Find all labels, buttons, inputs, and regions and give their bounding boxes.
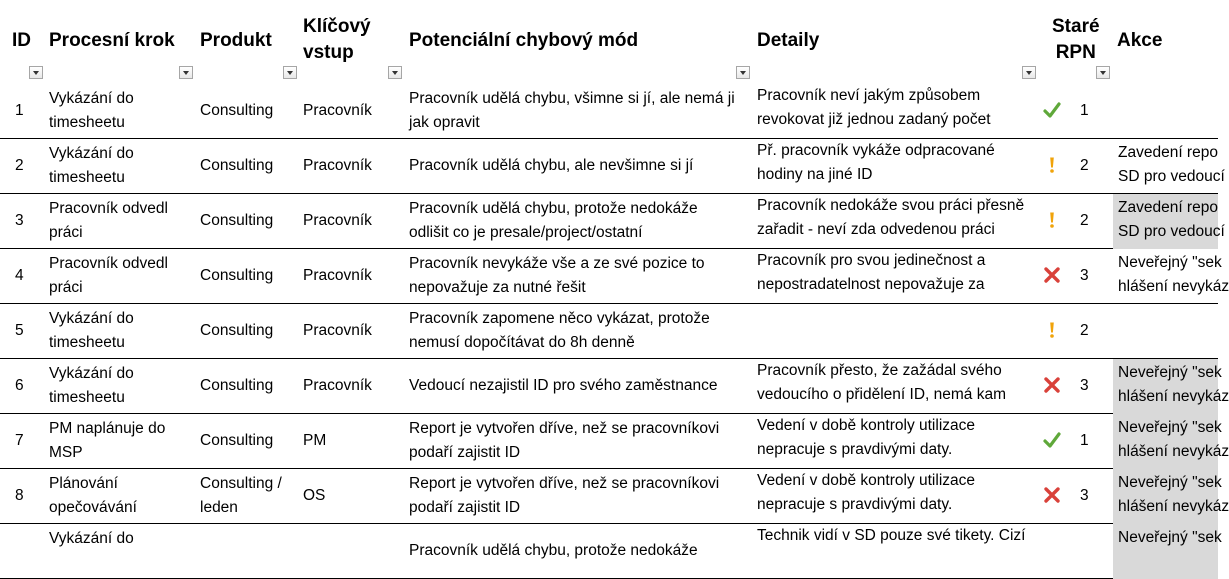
table-row: [0, 414, 1229, 469]
cell-process-step-line: Vykázání do: [49, 530, 134, 547]
cell-process-step[interactable]: [49, 472, 197, 520]
filter-dropdown-details[interactable]: [1022, 66, 1036, 79]
cell-product[interactable]: [200, 154, 300, 178]
cell-key-input[interactable]: PM: [303, 432, 327, 449]
cell-details-line: Pracovník přesto, že zažádal svého: [757, 362, 1002, 379]
cell-key-input[interactable]: Pracovník: [303, 267, 372, 284]
cell-key-input[interactable]: Pracovník: [303, 212, 372, 229]
table-row: [0, 359, 1229, 414]
cell-process-step-line: PM naplánuje do: [49, 420, 166, 437]
cell-action-line: Zavedení repo: [1118, 144, 1218, 161]
cell-failure-mode[interactable]: [409, 154, 753, 178]
table-header: [0, 0, 1218, 84]
header-details: Detaily: [757, 30, 820, 51]
cell-process-step-line: timesheetu: [49, 169, 125, 186]
cell-details[interactable]: [757, 414, 1039, 462]
cell-details[interactable]: [757, 359, 1039, 407]
exclamation-icon: [1043, 321, 1061, 339]
check-icon: [1043, 431, 1061, 449]
cell-details-line: Př. pracovník vykáže odpracované: [757, 142, 995, 159]
cell-details[interactable]: [757, 469, 1039, 517]
cell-id[interactable]: 2: [15, 157, 24, 174]
cell-process-step-line: Vykázání do: [49, 310, 134, 327]
cell-details[interactable]: [757, 194, 1039, 242]
cell-action[interactable]: [1113, 524, 1222, 579]
cell-failure-mode-line: nepovažuje za nutné řešit: [409, 279, 586, 296]
cell-old-rpn[interactable]: 3: [1080, 377, 1089, 394]
cell-process-step[interactable]: [49, 142, 197, 190]
cell-product-line: leden: [200, 499, 238, 516]
cell-action-line: Neveřejný "sek: [1118, 529, 1222, 546]
cell-failure-mode[interactable]: [409, 252, 753, 300]
cell-product[interactable]: [200, 99, 300, 123]
cell-product[interactable]: [200, 429, 300, 453]
cell-failure-mode-line: Pracovník udělá chybu, protože nedokáže: [409, 200, 698, 217]
cell-action-line: Zavedení repo: [1118, 199, 1218, 216]
cell-process-step-line: timesheetu: [49, 114, 125, 131]
cell-failure-mode-line: Vedoucí nezajistil ID pro svého zaměstnance: [409, 377, 718, 394]
cell-process-step[interactable]: [49, 527, 197, 551]
cell-process-step[interactable]: [49, 417, 197, 465]
cell-process-step-line: Pracovník odvedl: [49, 200, 168, 217]
exclamation-icon: [1043, 156, 1061, 174]
cell-details[interactable]: [757, 249, 1039, 297]
cell-process-step-line: timesheetu: [49, 334, 125, 351]
cell-product[interactable]: [200, 472, 300, 520]
cell-product[interactable]: [200, 209, 300, 233]
header-failure-mode: Potenciální chybový mód: [409, 30, 639, 51]
cell-old-rpn[interactable]: 2: [1080, 157, 1089, 174]
cell-product-line: Consulting: [200, 102, 274, 119]
cell-old-rpn[interactable]: 1: [1080, 102, 1089, 119]
header-process-step: Procesní krok: [49, 30, 175, 51]
cell-product[interactable]: [200, 319, 300, 343]
cell-failure-mode-line: jak opravit: [409, 114, 480, 131]
cell-old-rpn[interactable]: 2: [1080, 212, 1089, 229]
cell-id[interactable]: 3: [15, 212, 24, 229]
cell-id[interactable]: 8: [15, 487, 24, 504]
header-key-input: Klíčový vstup: [303, 16, 371, 63]
cell-process-step-line: práci: [49, 279, 83, 296]
cell-product-line: Consulting: [200, 377, 274, 394]
cell-action[interactable]: [1113, 194, 1225, 249]
cell-failure-mode-line: Pracovník nevykáže vše a ze své pozice to: [409, 255, 705, 272]
cell-details-line: Pracovník pro svou jedinečnost a: [757, 252, 986, 269]
cell-details-line: nepracuje s pravdivými daty.: [757, 496, 953, 513]
cell-details[interactable]: [757, 139, 1039, 187]
cell-product[interactable]: [200, 374, 300, 398]
cell-failure-mode[interactable]: [409, 472, 753, 520]
cell-failure-mode-line: podaří zajistit ID: [409, 444, 521, 461]
cell-process-step[interactable]: [49, 362, 197, 410]
cell-process-step[interactable]: [49, 197, 197, 245]
cell-old-rpn[interactable]: 2: [1080, 322, 1089, 339]
cell-process-step[interactable]: [49, 307, 197, 355]
header-id: ID: [12, 30, 31, 51]
exclamation-icon: [1043, 211, 1061, 229]
cell-product-line: Consulting: [200, 322, 274, 339]
cell-old-rpn[interactable]: 1: [1080, 432, 1089, 449]
cell-id[interactable]: 7: [15, 432, 24, 449]
cell-action[interactable]: [1113, 139, 1225, 194]
cell-process-step[interactable]: [49, 252, 197, 300]
cell-key-input[interactable]: Pracovník: [303, 322, 372, 339]
cell-failure-mode[interactable]: [409, 417, 753, 465]
cross-icon: [1043, 266, 1061, 284]
cell-product-line: Consulting: [200, 157, 274, 174]
cell-product-line: Consulting: [200, 267, 274, 284]
cell-id[interactable]: 5: [15, 322, 24, 339]
cell-id[interactable]: 4: [15, 267, 24, 284]
filter-dropdown-process-step[interactable]: [179, 66, 193, 79]
cell-action[interactable]: [1113, 469, 1229, 524]
cell-failure-mode-line: odlišit co je presale/project/ostatní: [409, 224, 643, 241]
cell-process-step-line: Vykázání do: [49, 145, 134, 162]
table-row: [0, 139, 1225, 194]
cell-action-line: Neveřejný "sek: [1118, 254, 1222, 271]
cell-action[interactable]: [1113, 414, 1229, 469]
cell-action-line: Neveřejný "sek: [1118, 474, 1222, 491]
table-row: [0, 524, 1222, 579]
table-row: [0, 84, 1218, 139]
cell-failure-mode-line: Pracovník udělá chybu, ale nevšimne si jí: [409, 157, 694, 174]
cell-details-line: Vedení v době kontroly utilizace: [757, 417, 975, 434]
cell-failure-mode-line: Pracovník udělá chybu, všimne si jí, ale nemá ji: [409, 90, 735, 107]
cell-details-line: zařadit - neví zda odvedenou práci: [757, 221, 995, 238]
cell-failure-mode-line: Pracovník udělá chybu, protože nedokáže: [409, 542, 698, 559]
cell-action-line: Neveřejný "sek: [1118, 364, 1222, 381]
cell-process-step-line: MSP: [49, 444, 83, 461]
filter-dropdown-key-input[interactable]: [388, 66, 402, 79]
cell-failure-mode-line: podaří zajistit ID: [409, 499, 521, 516]
cell-old-rpn[interactable]: 3: [1080, 267, 1089, 284]
cell-failure-mode[interactable]: [409, 87, 753, 135]
cell-details-line: revokovat již jednou zadaný počet: [757, 111, 991, 128]
table-row: [0, 194, 1225, 249]
cell-key-input[interactable]: Pracovník: [303, 102, 372, 119]
cell-failure-mode-line: nemusí dopočítávat do 8h denně: [409, 334, 635, 351]
cell-details-line: nepostradatelnost nepovažuje za: [757, 276, 985, 293]
cell-failure-mode[interactable]: [409, 307, 753, 355]
cell-details-line: Pracovník neví jakým způsobem: [757, 87, 981, 104]
cross-icon: [1043, 486, 1061, 504]
cell-key-input[interactable]: Pracovník: [303, 157, 372, 174]
cell-action-line: hlášení nevykáz: [1118, 388, 1229, 405]
filter-dropdown-id[interactable]: [29, 66, 43, 79]
cell-action-line: hlášení nevykáz: [1118, 278, 1229, 295]
cell-action-line: hlášení nevykáz: [1118, 443, 1229, 460]
cell-process-step-line: timesheetu: [49, 389, 125, 406]
table-row: [0, 249, 1229, 304]
cross-icon: [1043, 376, 1061, 394]
cell-action-line: hlášení nevykáz: [1118, 498, 1229, 515]
cell-product-line: Consulting: [200, 432, 274, 449]
header-old-rpn: Staré RPN: [1052, 16, 1100, 63]
cell-details-line: Technik vidí v SD pouze své tikety. Cizí: [757, 527, 1026, 544]
cell-action-line: SD pro vedoucí: [1118, 223, 1225, 240]
cell-details-line: Vedení v době kontroly utilizace: [757, 472, 975, 489]
table-row: [0, 469, 1229, 524]
cell-process-step-line: opečovávání: [49, 499, 137, 516]
cell-failure-mode[interactable]: [409, 374, 753, 398]
cell-details-line: vedoucího o přidělení ID, nemá kam: [757, 386, 1006, 403]
cell-failure-mode-line: Report je vytvořen dříve, než se pracovníkovi: [409, 475, 720, 492]
cell-action[interactable]: [1113, 304, 1218, 359]
cell-failure-mode-line: Report je vytvořen dříve, než se pracovníkovi: [409, 420, 720, 437]
cell-failure-mode[interactable]: [409, 539, 753, 563]
header-product: Produkt: [200, 30, 272, 51]
filter-dropdown-product[interactable]: [283, 66, 297, 79]
cell-action-line: Neveřejný "sek: [1118, 419, 1222, 436]
cell-details[interactable]: [757, 84, 1039, 132]
cell-old-rpn[interactable]: 3: [1080, 487, 1089, 504]
cell-id[interactable]: 6: [15, 377, 24, 394]
cell-details-line: Pracovník nedokáže svou práci přesně: [757, 197, 1025, 214]
cell-process-step-line: Pracovník odvedl: [49, 255, 168, 272]
check-icon: [1043, 101, 1061, 119]
cell-product-line: Consulting: [200, 212, 274, 229]
cell-failure-mode-line: Pracovník zapomene něco vykázat, protože: [409, 310, 710, 327]
cell-process-step-line: Plánování: [49, 475, 118, 492]
cell-process-step-line: Vykázání do: [49, 365, 134, 382]
cell-process-step-line: Vykázání do: [49, 90, 134, 107]
cell-action[interactable]: [1113, 359, 1229, 414]
filter-dropdown-failure-mode[interactable]: [736, 66, 750, 79]
cell-details[interactable]: [757, 524, 1039, 548]
filter-dropdown-old-rpn[interactable]: [1096, 66, 1110, 79]
header-action: Akce: [1117, 30, 1163, 51]
cell-process-step-line: práci: [49, 224, 83, 241]
cell-key-input[interactable]: OS: [303, 487, 326, 504]
cell-action-line: SD pro vedoucí: [1118, 168, 1225, 185]
cell-failure-mode[interactable]: [409, 197, 753, 245]
cell-action[interactable]: [1113, 249, 1229, 304]
cell-process-step[interactable]: [49, 87, 197, 135]
table-row: [0, 304, 1218, 359]
cell-id[interactable]: 1: [15, 102, 24, 119]
cell-product[interactable]: [200, 264, 300, 288]
cell-action[interactable]: [1113, 84, 1218, 139]
cell-product-line: Consulting /: [200, 475, 282, 492]
cell-key-input[interactable]: Pracovník: [303, 377, 372, 394]
cell-details-line: hodiny na jiné ID: [757, 166, 873, 183]
cell-details-line: nepracuje s pravdivými daty.: [757, 441, 953, 458]
